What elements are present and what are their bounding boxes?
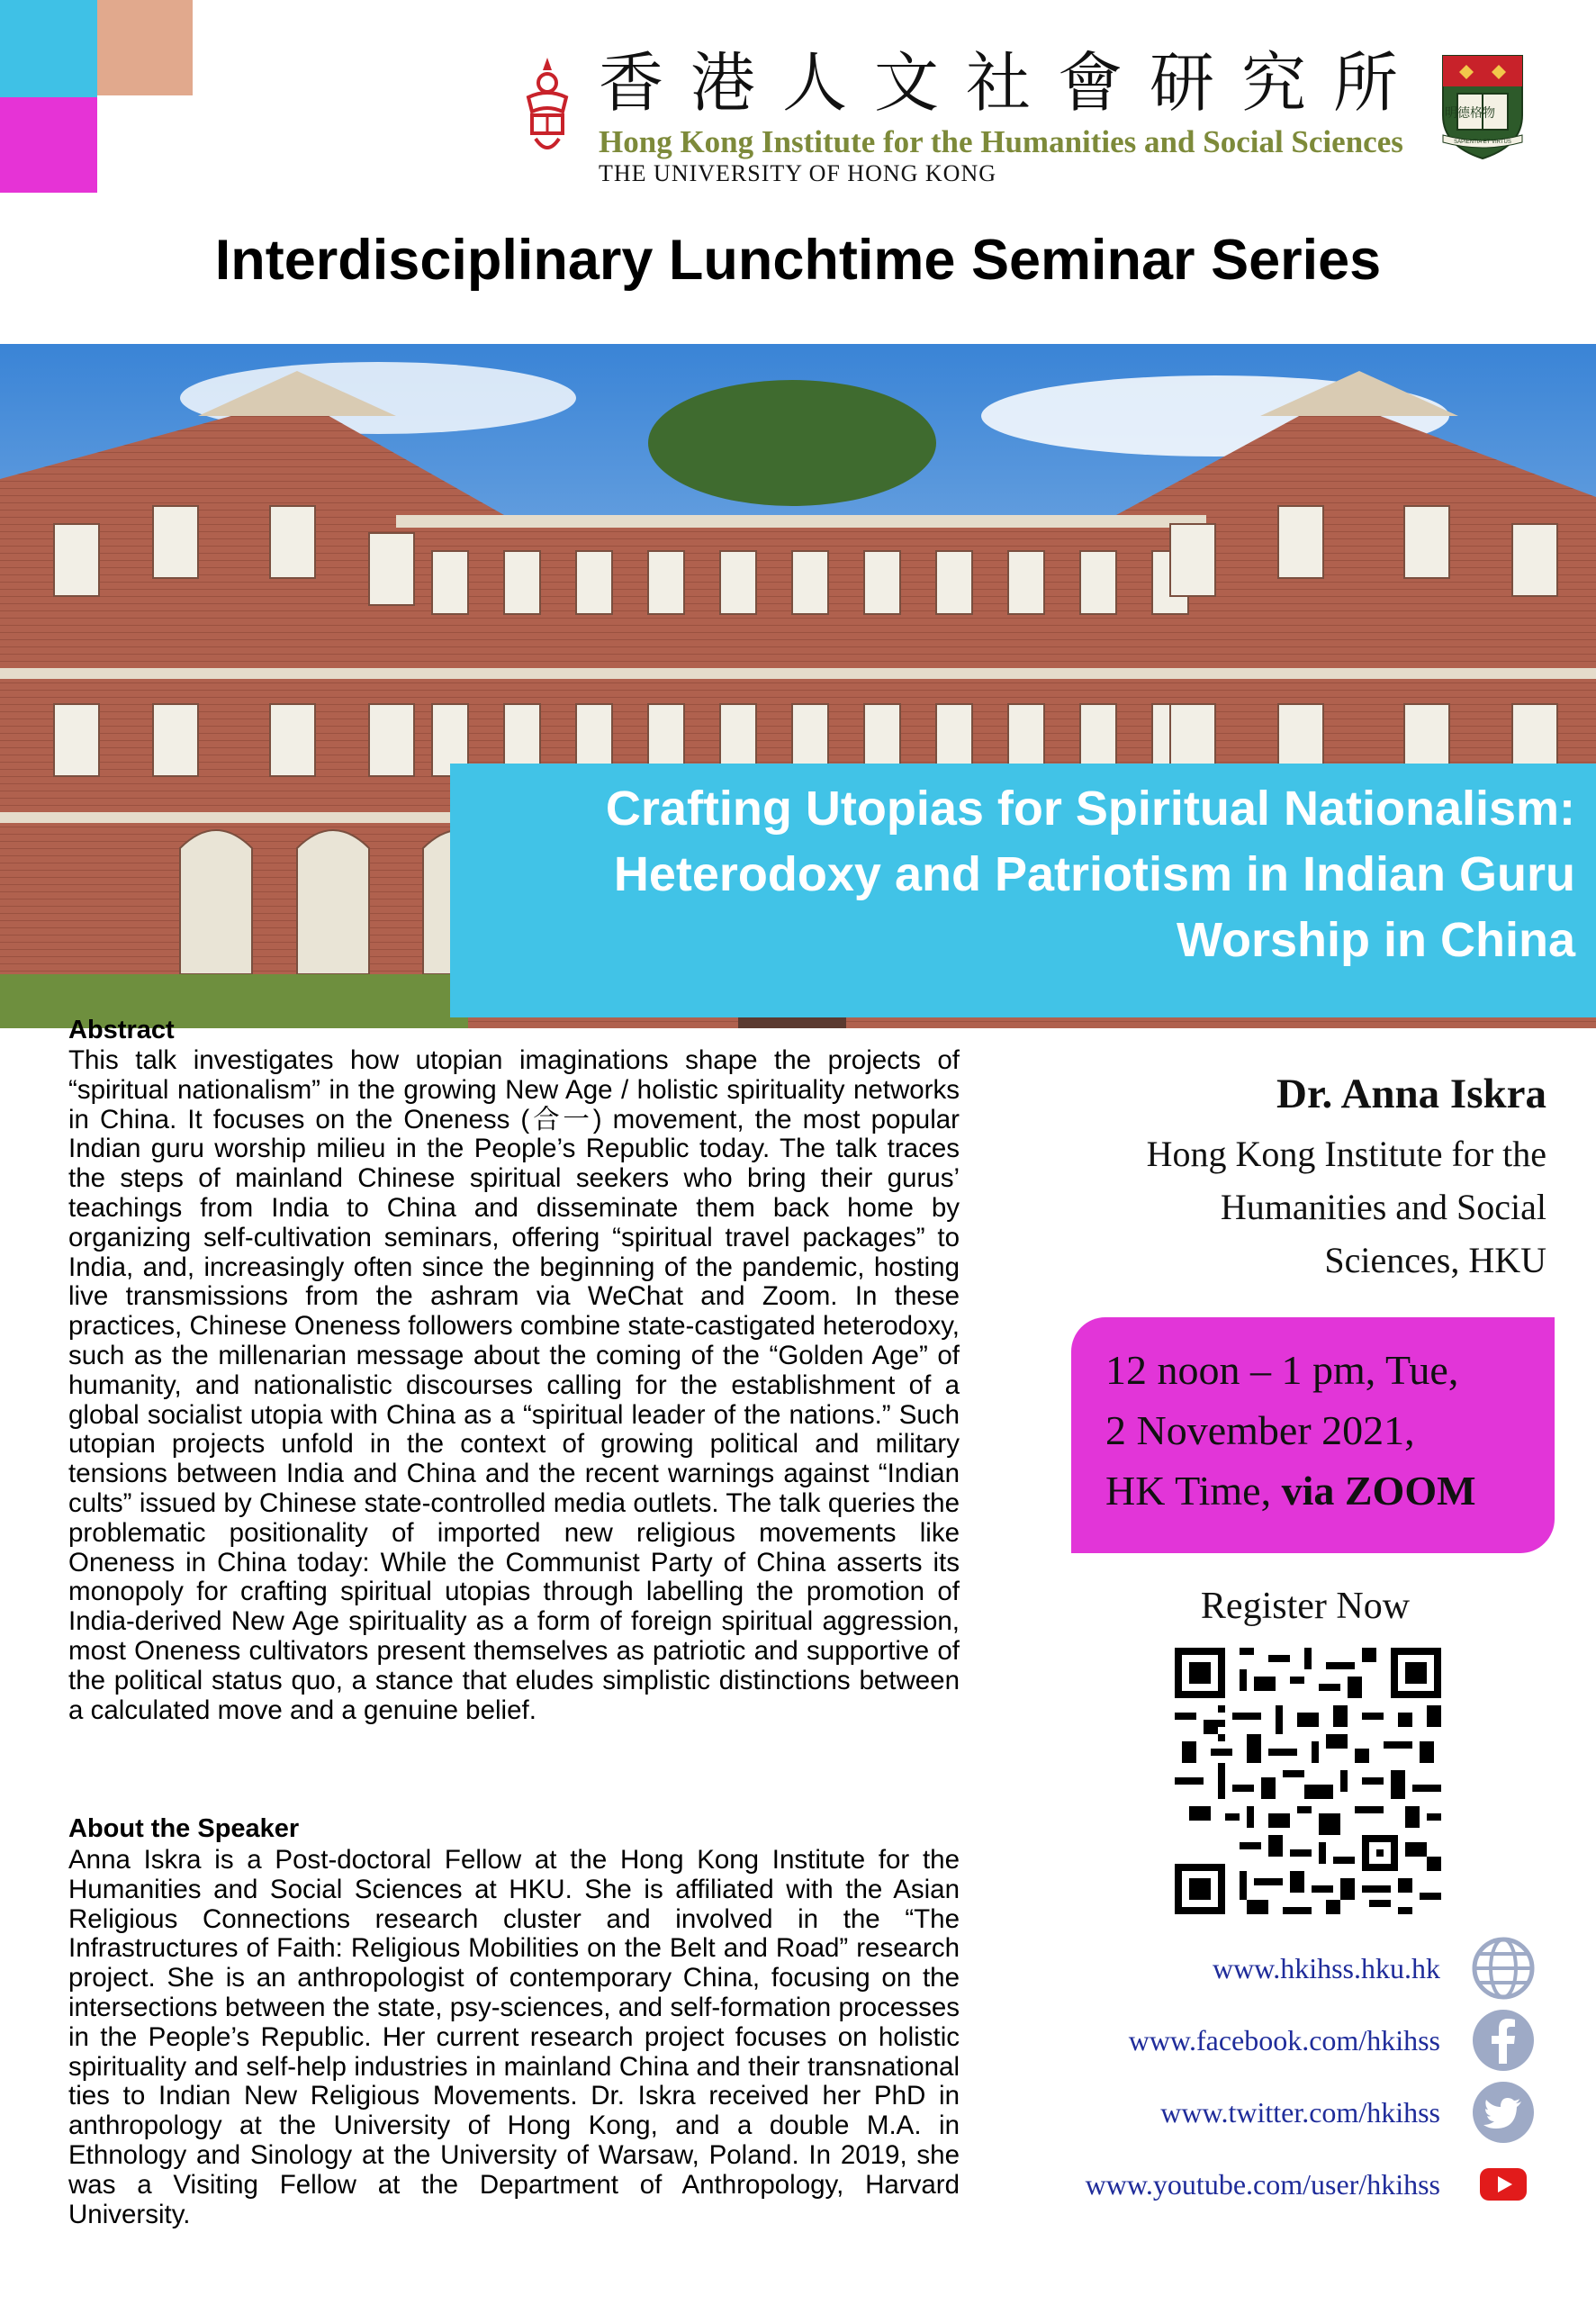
speaker-affiliation bbox=[990, 1127, 1546, 1287]
crest-text-left: 明德格物 bbox=[1445, 105, 1495, 120]
hku-crest-logo bbox=[1438, 52, 1528, 162]
speaker-affiliation-line-1: Hong Kong Institute for the bbox=[1146, 1134, 1546, 1174]
event-platform: via ZOOM bbox=[1281, 1468, 1476, 1514]
talk-title-line-3: Worship in China bbox=[1177, 913, 1575, 967]
speaker-affiliation-line-2: Humanities and Social bbox=[1220, 1187, 1546, 1227]
event-date-line: 2 November 2021, bbox=[1105, 1407, 1415, 1453]
corner-square-magenta bbox=[0, 97, 97, 193]
abstract-heading: Abstract bbox=[68, 1016, 175, 1044]
talk-title-line-1: Crafting Utopias for Spiritual Nationalism: bbox=[605, 782, 1575, 836]
register-now-label: Register Now bbox=[1200, 1586, 1411, 1627]
crest-motto: SAPIENTIA ET VIRTUS bbox=[1454, 140, 1511, 145]
twitter-link[interactable]: www.twitter.com/hkihss bbox=[1160, 2096, 1440, 2129]
talk-title bbox=[486, 776, 1575, 973]
about-speaker-body: Anna Iskra is a Post-doctoral Fellow at the Hong Kong Institute for the Humanities and Social Sciences at HKU. She is affiliated with the Asian Religious Connections research cluster and involved in the “The Infrastructures of Faith: Religious Mobilities on the Belt and Road” research project. She is an anthropologist of contemporary China, focusing on the intersections between the state, psy-sciences, and self-formation processes in the People’s Republic. Her current research project focuses on holistic spirituality and self-help industries in mainland China and their transnational ties to Indian New Religious Movements. Dr. Iskra received her PhD in anthropology at the University of Hong Kong, and a double M.A. in Ethnology and Sinology at the University of Warsaw, Poland. In 2019, she was a Visiting Fellow at the Department of Anthropology, Harvard University. bbox=[68, 1845, 960, 2229]
youtube-link[interactable]: www.youtube.com/user/hkihss bbox=[1085, 2168, 1440, 2201]
talk-title-line-2: Heterodoxy and Patriotism in Indian Guru bbox=[613, 847, 1575, 901]
institute-name-chinese: 香港人文社會研究所 bbox=[599, 45, 1426, 121]
speaker-name: Dr. Anna Iskra bbox=[1276, 1071, 1546, 1117]
about-speaker-heading: About the Speaker bbox=[68, 1814, 300, 1843]
event-time-line-1: 12 noon – 1 pm, Tue, bbox=[1105, 1347, 1459, 1393]
event-time-text bbox=[1105, 1340, 1555, 1521]
youtube-icon[interactable] bbox=[1478, 2165, 1528, 2204]
twitter-icon[interactable] bbox=[1471, 2080, 1536, 2145]
facebook-icon[interactable] bbox=[1471, 2008, 1536, 2073]
event-timezone: HK Time, bbox=[1105, 1468, 1282, 1514]
series-title: Interdisciplinary Lunchtime Seminar Series bbox=[214, 229, 1382, 292]
institute-seal-logo bbox=[518, 52, 577, 160]
website-link[interactable]: www.hkihss.hku.hk bbox=[1212, 1952, 1440, 1984]
speaker-affiliation-line-3: Sciences, HKU bbox=[1324, 1240, 1546, 1280]
globe-icon[interactable] bbox=[1471, 1936, 1536, 2001]
institute-name-english: Hong Kong Institute for the Humanities and Social Sciences bbox=[599, 124, 1403, 159]
corner-square-peach bbox=[97, 0, 193, 95]
register-qr-code[interactable] bbox=[1175, 1648, 1441, 1914]
facebook-link[interactable]: www.facebook.com/hkihss bbox=[1128, 2024, 1440, 2056]
event-location-line bbox=[1105, 1460, 1555, 1521]
corner-square-blue bbox=[0, 0, 97, 97]
university-name: THE UNIVERSITY OF HONG KONG bbox=[599, 160, 997, 186]
abstract-body: This talk investigates how utopian imaginations shape the projects of “spiritual nationalism” in the growing New Age / holistic spirituality networks in China. It focuses on the Oneness (合一) movement, the most popular Indian guru worship milieu in the People’s Republic today. The talk traces the steps of mainland Chinese spiritual seekers who bring their gurus’ teachings from India to China and disseminate them back home by organizing self-cultivation seminars, offering “spiritual travel packages” to India, and, increasingly often since the beginning of the pandemic, hosting live transmissions from the ashram via WeChat and Zoom. In these practices, Chinese Oneness followers combine state-castigated heterodoxy, such as the millenarian message about the coming of the “Golden Age” of humanity, and nationalistic discourses calling for the establishment of a global socialist utopia with China as a “spiritual leader of the nations.” Such utopian projects unfold in the context of growing political and military tensions between India and China and the recent warnings against “Indian cults” issued by Chinese state-controlled media outlets. The talk queries the problematic positionality of imported new religious movements like Oneness in China today: While the Communist Party of China asserts its monopoly for crafting spiritual utopias through labelling the promotion of India-derived New Age spirituality as a form of foreign spiritual aggression, most Oneness cultivators present themselves as patriotic and supportive of the political status quo, a stance that eludes simplistic distinctions between a calculated move and a genuine belief. bbox=[68, 1045, 960, 1725]
